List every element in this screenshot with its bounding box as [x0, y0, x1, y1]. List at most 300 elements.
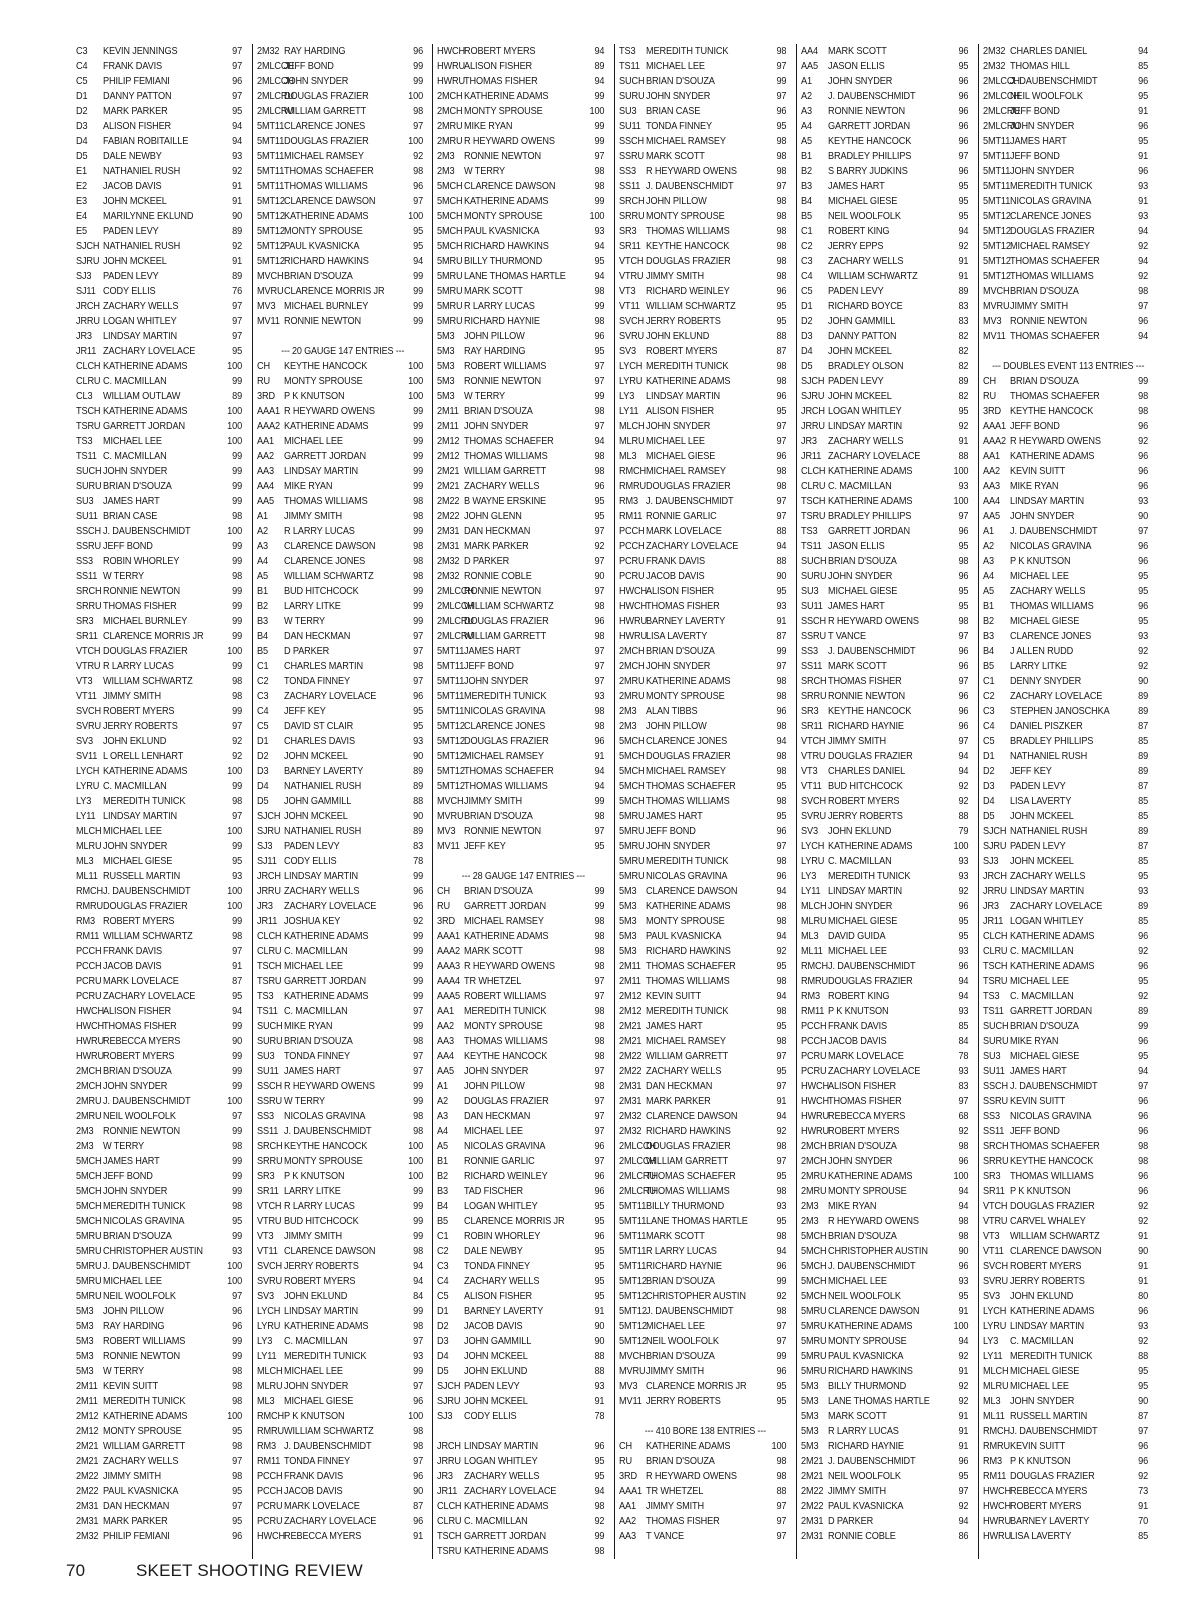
result-row: [76, 1079, 247, 1094]
shooter-name: J. DAUBENSCHMIDT: [103, 1261, 191, 1272]
class-code: SJCH: [437, 1381, 461, 1392]
result-row: [619, 764, 792, 779]
class-code: 2MCH: [801, 1156, 827, 1167]
shooter-name: LINDSAY MARTIN: [103, 811, 178, 822]
result-row: [76, 854, 247, 869]
score: 96: [594, 1171, 605, 1182]
shooter-name: KEYTHE HANCOCK: [283, 1141, 367, 1152]
result-row: [801, 1454, 974, 1469]
result-row: [257, 689, 428, 704]
result-row: [257, 734, 428, 749]
result-row: [983, 434, 1153, 449]
result-row: [257, 1484, 428, 1499]
result-row: [257, 1154, 428, 1169]
shooter-name: NICOLAS GRAVINA: [1010, 1111, 1092, 1122]
score: 85: [1138, 1531, 1149, 1542]
score: 94: [594, 781, 605, 792]
class-code: A3: [437, 1111, 449, 1122]
class-code: VTRU: [256, 1216, 282, 1227]
shooter-name: WILLIAM GARRETT: [464, 466, 547, 477]
class-code: SJ11: [76, 286, 96, 297]
class-code: RU: [256, 376, 270, 387]
class-code: JR3: [76, 331, 92, 342]
score: 100: [407, 1171, 423, 1182]
class-code: 2MLCCH: [983, 76, 1021, 87]
result-row: [983, 1484, 1153, 1499]
score: 94: [1138, 331, 1149, 342]
shooter-name: JERRY ROBERTS: [283, 1261, 359, 1272]
score: 88: [776, 331, 787, 342]
score: 95: [958, 61, 969, 72]
result-row: [619, 449, 792, 464]
result-row: [257, 1244, 428, 1259]
result-row: [76, 869, 247, 884]
class-code: 2M22: [437, 511, 460, 522]
result-row: [437, 1064, 610, 1079]
class-code: D3: [437, 1336, 449, 1347]
score: 99: [1138, 376, 1149, 387]
class-code: SV3: [76, 736, 93, 747]
result-row: [257, 659, 428, 674]
class-code: D5: [983, 811, 995, 822]
result-row: [801, 1529, 974, 1544]
shooter-name: R HEYWARD OWENS: [646, 166, 738, 177]
result-row: [801, 1364, 974, 1379]
class-code: LYCH: [801, 841, 825, 852]
shooter-name: MEREDITH TUNICK: [464, 691, 547, 702]
result-row: [257, 1019, 428, 1034]
score: 99: [412, 316, 423, 327]
class-code: 5M3: [801, 1411, 819, 1422]
shooter-name: J. DAUBENSCHMIDT: [283, 1126, 372, 1137]
score: 91: [958, 1411, 969, 1422]
result-row: [619, 179, 792, 194]
shooter-name: MARILYNNE EKLUND: [103, 211, 194, 222]
class-code: MV11: [437, 841, 461, 852]
result-row: [437, 1454, 610, 1469]
result-row: [801, 569, 974, 584]
score: 97: [776, 1531, 787, 1542]
result-row: [801, 1139, 974, 1154]
shooter-name: BRIAN D'SOUZA: [283, 271, 353, 282]
class-code: VT11: [983, 1246, 1004, 1257]
score: 96: [958, 106, 969, 117]
score: 98: [776, 196, 787, 207]
score: 98: [776, 1036, 787, 1047]
class-code: SJ3: [437, 1411, 453, 1422]
class-code: 5M3: [619, 916, 637, 927]
result-row: [983, 1529, 1153, 1544]
class-code: 5MCH: [76, 1186, 102, 1197]
class-code: C1: [801, 226, 813, 237]
shooter-name: THOMAS SCHAEFER: [1010, 391, 1100, 402]
score: 100: [589, 211, 605, 222]
class-code: D3: [76, 121, 88, 132]
event-header-text: --- 20 GAUGE 147 ENTRIES ---: [280, 346, 405, 357]
result-row: [257, 314, 428, 329]
class-code: VTRU: [76, 661, 101, 672]
score: 94: [1138, 1066, 1149, 1077]
results-column-1: [72, 44, 252, 1559]
class-code: B3: [983, 631, 995, 642]
shooter-name: CHRISTOPHER AUSTIN: [646, 1291, 747, 1302]
class-code: SVRU: [256, 1276, 282, 1287]
class-code: 2M11: [437, 421, 460, 432]
score: 97: [594, 526, 605, 537]
score: 96: [776, 286, 787, 297]
shooter-name: ZACHARY LOVELACE: [1010, 691, 1103, 702]
score: 89: [958, 376, 969, 387]
class-code: 2M12: [76, 1411, 99, 1422]
score: 99: [232, 706, 243, 717]
score: 100: [589, 106, 605, 117]
result-row: [437, 134, 610, 149]
result-row: [801, 1154, 974, 1169]
class-code: RU: [619, 1456, 633, 1467]
score: 100: [953, 1321, 969, 1332]
shooter-name: JIMMY SMITH: [103, 1471, 161, 1482]
shooter-name: RONNIE NEWTON: [103, 586, 181, 597]
class-code: RMCH: [619, 466, 647, 477]
result-row: [437, 59, 610, 74]
shooter-name: NATHANIEL RUSH: [103, 166, 181, 177]
class-code: 5MT12: [256, 226, 285, 237]
result-row: [257, 269, 428, 284]
score: 96: [776, 106, 787, 117]
shooter-name: BRIAN CASE: [103, 511, 158, 522]
shooter-name: ZACHARY LOVELACE: [828, 1066, 921, 1077]
result-row: [257, 1004, 428, 1019]
score: 98: [958, 1231, 969, 1242]
score: 99: [594, 121, 605, 132]
score: 99: [412, 286, 423, 297]
score: 97: [232, 811, 243, 822]
score: 92: [594, 1516, 605, 1527]
shooter-name: RICHARD HAWKINS: [828, 1366, 914, 1377]
score: 85: [1138, 61, 1149, 72]
class-code: CLCH: [437, 1501, 462, 1512]
shooter-name: KATHERINE ADAMS: [828, 496, 913, 507]
publication-title: SKEET SHOOTING REVIEW: [136, 1561, 363, 1580]
result-row: [619, 1319, 792, 1334]
shooter-name: THOMAS FISHER: [103, 601, 177, 612]
shooter-name: MARK PARKER: [464, 541, 529, 552]
result-row: [983, 779, 1153, 794]
score: 83: [412, 841, 423, 852]
result-row: [619, 284, 792, 299]
shooter-name: CLARENCE DAWSON: [1010, 1246, 1102, 1257]
class-code: 2M32: [983, 61, 1006, 72]
result-row: [76, 899, 247, 914]
result-row: [76, 524, 247, 539]
result-row: [619, 539, 792, 554]
score: 98: [412, 1321, 423, 1332]
score: 83: [958, 301, 969, 312]
shooter-name: J. DAUBENSCHMIDT: [103, 886, 191, 897]
class-code: B4: [256, 631, 268, 642]
result-row: [437, 1529, 610, 1544]
shooter-name: NICOLAS GRAVINA: [1010, 196, 1092, 207]
class-code: 5M3: [619, 946, 637, 957]
shooter-name: JOHN SNYDER: [464, 421, 529, 432]
class-code: SSRU: [801, 631, 827, 642]
class-code: JR3: [983, 901, 1000, 912]
shooter-name: JOHN SNYDER: [828, 76, 893, 87]
class-code: 5MT11: [437, 646, 465, 657]
shooter-name: BILLY THURMOND: [828, 1381, 907, 1392]
score: 85: [1138, 796, 1149, 807]
score: 99: [412, 601, 423, 612]
results-column-5: [796, 44, 978, 1559]
score: 97: [232, 61, 243, 72]
shooter-name: RICHARD HAWKINS: [283, 256, 369, 267]
score: 96: [776, 706, 787, 717]
score: 97: [594, 586, 605, 597]
shooter-name: CLARENCE DAWSON: [464, 181, 556, 192]
shooter-name: MARK SCOTT: [828, 46, 888, 57]
score: 95: [594, 511, 605, 522]
class-code: SURU: [619, 91, 645, 102]
class-code: TS11: [76, 451, 97, 462]
score: 100: [953, 496, 969, 507]
result-row: [801, 329, 974, 344]
score: 95: [958, 1471, 969, 1482]
shooter-name: CLARENCE MORRIS JR: [103, 631, 204, 642]
result-row: [801, 734, 974, 749]
score: 97: [412, 121, 423, 132]
score: 97: [776, 1081, 787, 1092]
class-code: 5MRU: [76, 1276, 102, 1287]
result-row: [437, 1304, 610, 1319]
score: 88: [594, 1366, 605, 1377]
score: 99: [412, 421, 423, 432]
score: 88: [412, 796, 423, 807]
result-row: [801, 464, 974, 479]
shooter-name: GARRETT JORDAN: [283, 451, 366, 462]
shooter-name: J. DAUBENSCHMIDT: [283, 1441, 372, 1452]
result-row: [619, 899, 792, 914]
shooter-name: CHARLES DANIEL: [828, 766, 906, 777]
class-code: 5MT11: [256, 166, 284, 177]
result-row: [437, 764, 610, 779]
shooter-name: JIMMY SMITH: [828, 1486, 887, 1497]
shooter-name: ROBERT WILLIAMS: [103, 1336, 186, 1347]
class-code: 2MCH: [437, 106, 463, 117]
shooter-name: JACOB DAVIS: [646, 571, 705, 582]
class-code: SVRU: [619, 331, 645, 342]
class-code: SVCH: [801, 796, 827, 807]
class-code: 2M21: [801, 1471, 824, 1482]
class-code: SVRU: [76, 721, 101, 732]
class-code: LY3: [256, 1336, 272, 1347]
score: 100: [953, 1171, 969, 1182]
shooter-name: RONNIE GARLIC: [646, 511, 717, 522]
score: 93: [1138, 211, 1149, 222]
class-code: MLCH: [619, 421, 645, 432]
class-code: SR11: [76, 631, 98, 642]
class-code: B3: [437, 1186, 449, 1197]
result-row: [983, 1304, 1153, 1319]
score: 99: [412, 61, 423, 72]
score: 97: [594, 1096, 605, 1107]
shooter-name: JEFF BOND: [283, 61, 334, 72]
shooter-name: JEFF KEY: [283, 706, 326, 717]
result-row: [801, 59, 974, 74]
result-row: [619, 269, 792, 284]
score: 99: [412, 1201, 423, 1212]
result-row: [257, 419, 428, 434]
score: 96: [958, 721, 969, 732]
result-row: [983, 1409, 1153, 1424]
result-row: [983, 1244, 1153, 1259]
class-code: MVRU: [256, 286, 284, 297]
class-code: SJCH: [983, 826, 1007, 837]
score: 98: [412, 1126, 423, 1137]
shooter-name: ZACHARY WELLS: [283, 886, 360, 897]
class-code: HWCH: [437, 46, 466, 57]
class-code: B1: [256, 586, 268, 597]
result-row: [257, 779, 428, 794]
score: 96: [232, 76, 243, 87]
class-code: JR11: [76, 346, 97, 357]
score: 95: [594, 1201, 605, 1212]
shooter-name: MICHAEL GIESE: [646, 451, 716, 462]
class-code: 5MCH: [619, 781, 645, 792]
result-row: [437, 644, 610, 659]
result-row: [801, 539, 974, 554]
result-row: [983, 209, 1153, 224]
score: 96: [1138, 931, 1149, 942]
result-row: [983, 824, 1153, 839]
score: 99: [232, 1126, 243, 1137]
result-row: [983, 629, 1153, 644]
class-code: SU11: [619, 121, 642, 132]
shooter-name: JEFF BOND: [1010, 106, 1060, 117]
result-row: [76, 584, 247, 599]
score: 98: [412, 571, 423, 582]
result-row: [437, 449, 610, 464]
shooter-name: THOMAS HILL: [1010, 61, 1070, 72]
shooter-name: JIMMY SMITH: [283, 1231, 342, 1242]
result-row: [257, 1229, 428, 1244]
results-page: [72, 44, 1152, 1557]
result-row: [437, 149, 610, 164]
shooter-name: JOHN SNYDER: [283, 76, 348, 87]
shooter-name: BILLY THURMOND: [464, 256, 543, 267]
score: 98: [776, 151, 787, 162]
class-code: 5MT12: [437, 781, 466, 792]
shooter-name: GARRETT JORDAN: [464, 901, 547, 912]
result-row: [257, 1349, 428, 1364]
class-code: SSCH: [983, 1081, 1009, 1092]
score: 100: [227, 1276, 243, 1287]
shooter-name: THOMAS WILLIAMS: [646, 796, 730, 807]
result-row: [76, 194, 247, 209]
result-row: [76, 254, 247, 269]
result-row: [801, 659, 974, 674]
class-code: 5MCH: [619, 736, 645, 747]
shooter-name: ZACHARY LOVELACE: [828, 451, 921, 462]
shooter-name: P K KNUTSON: [283, 1171, 345, 1182]
shooter-name: RONNIE GARLIC: [464, 1156, 535, 1167]
shooter-name: THOMAS WILLIAMS: [1010, 271, 1094, 282]
class-code: C3: [437, 1261, 449, 1272]
score: 89: [232, 271, 243, 282]
shooter-name: R HEYWARD OWENS: [464, 136, 556, 147]
score: 96: [958, 1456, 969, 1467]
class-code: HWCH: [76, 1021, 104, 1032]
result-row: [801, 599, 974, 614]
class-code: PCCH: [256, 1486, 283, 1497]
score: 98: [412, 1111, 423, 1122]
score: 98: [776, 796, 787, 807]
class-code: SR11: [619, 241, 642, 252]
shooter-name: JASON ELLIS: [828, 541, 885, 552]
result-row: [437, 734, 610, 749]
result-row: [437, 659, 610, 674]
shooter-name: JAMES HART: [646, 811, 703, 822]
class-code: D4: [801, 346, 813, 357]
score: 98: [412, 166, 423, 177]
result-row: [801, 1334, 974, 1349]
shooter-name: NICOLAS GRAVINA: [464, 706, 546, 717]
class-code: 2MRU: [76, 1111, 102, 1122]
result-row: [76, 989, 247, 1004]
class-code: MLCH: [256, 1366, 283, 1377]
shooter-name: MICHAEL LEE: [1010, 976, 1070, 987]
result-row: [983, 479, 1153, 494]
class-code: SUCH: [801, 556, 827, 567]
result-row: [619, 89, 792, 104]
shooter-name: J. DAUBENSCHMIDT: [103, 1096, 191, 1107]
result-row: [76, 674, 247, 689]
result-row: [983, 1139, 1153, 1154]
class-code: RM11: [256, 1456, 280, 1467]
score: 96: [1138, 1186, 1149, 1197]
result-row: [983, 1514, 1153, 1529]
class-code: VTCH: [256, 1201, 282, 1212]
score: 95: [776, 961, 787, 972]
class-code: 2M12: [619, 1006, 642, 1017]
score: 95: [412, 721, 423, 732]
score: 90: [958, 1246, 969, 1257]
result-row: [437, 839, 610, 854]
result-row: [619, 1304, 792, 1319]
shooter-name: CLARENCE DAWSON: [283, 541, 376, 552]
score: 94: [958, 751, 969, 762]
score: 98: [776, 751, 787, 762]
score: 92: [1138, 436, 1149, 447]
class-code: 5MCH: [801, 1231, 827, 1242]
result-row: [76, 719, 247, 734]
score: 97: [776, 1156, 787, 1167]
result-row: [801, 1274, 974, 1289]
result-row: [437, 269, 610, 284]
shooter-name: MICHAEL LEE: [646, 61, 706, 72]
class-code: 2M32: [76, 1531, 99, 1542]
shooter-name: JOHN SNYDER: [1010, 511, 1075, 522]
shooter-name: JIMMY SMITH: [646, 271, 705, 282]
result-row: [257, 749, 428, 764]
shooter-name: JAMES HART: [103, 496, 160, 507]
result-row: [76, 1109, 247, 1124]
score: 99: [412, 1186, 423, 1197]
score: 91: [1138, 106, 1149, 117]
shooter-name: NATHANIEL RUSH: [283, 781, 361, 792]
class-code: A3: [256, 541, 268, 552]
class-code: LY11: [619, 406, 639, 417]
result-row: [801, 1244, 974, 1259]
